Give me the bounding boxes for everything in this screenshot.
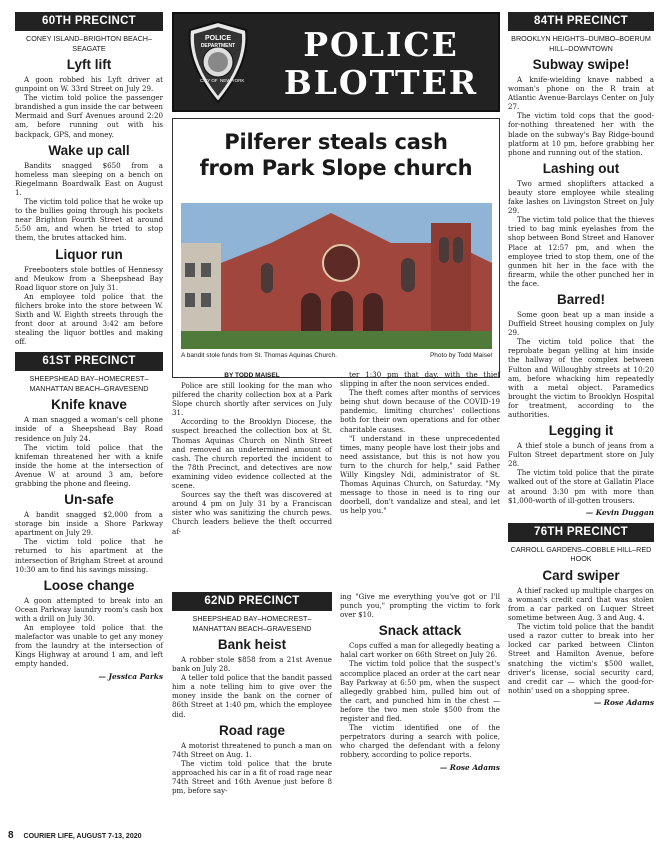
masthead-title-line1: POLICE [303, 25, 459, 64]
precinct-62-col-2 [340, 592, 500, 795]
neighborhood-61: SHEEPSHEAD BAY–HOMECREST–MANHATTAN BEACH–GRAVESEND [29, 374, 149, 393]
story-paragraph: The victim told police that the pirate walked out of the store at Gallatin Place at around 3:30 pm with more than $1,000-worth of ill-gotten trousers. [508, 468, 654, 505]
story-paragraph: A teller told police that the bandit passed him a note telling him to give over the money inside the bank on the corner of 86th Street at 1:40 pm, which the employee did. [172, 673, 332, 719]
precinct-60-stories [15, 57, 163, 346]
signature-adams-62: — Rose Adams [439, 762, 500, 772]
story-paragraph: The victim told police that the thieves tried to bag mink eyelashes from the shop between Bond Street and Hanover Place at 12:57 pm, and when the employee tried to stop them, one of the gunmen hit her in the face with the firearm, while the other punched her in the face. [508, 215, 654, 288]
masthead [172, 12, 500, 112]
story-headline: Barred! [556, 291, 605, 307]
story-paragraph: "I understand in these unprecedented times, many people have lost their jobs and need assistance, but this is not how you turn to the church for help," said Father Willy Kingsley Ndi, administrator of St. Thomas Aquinas Church, on Saturday. "My message to those in need is to ring our doorbell, don't vandalize and steal, and let us help you." [340, 433, 500, 516]
signature-parks: — Jessica Parks [98, 671, 163, 681]
neighborhood-76: CARROLL GARDENS–COBBLE HILL–RED HOOK [510, 544, 652, 564]
story-headline: Card swiper [542, 567, 620, 583]
masthead-title-line2: BLOTTER [283, 63, 479, 102]
story-paragraph: Two armed shoplifters attacked a beauty store employee while stealing fake lashes on Livingston Street on July 29. [508, 178, 654, 216]
story-paragraph: The victim told police that the brute approached his car in a fit of road rage near 74th Street and 16th Avenue just before 8 pm, before say- [172, 758, 332, 796]
page-footer [8, 830, 142, 841]
story-paragraph: A goon robbed his Lyft driver at gunpoint on W. 33rd Street on July 29. [15, 75, 163, 94]
feature-headline [173, 129, 499, 181]
story-paragraph: A robber stole $858 from a 21st Avenue bank on July 28. [172, 655, 332, 674]
story-paragraph: According to the Brooklyn Diocese, the suspect breached the collection box at St. Thomas Aquinas Church on Ninth Street and removed an undetermined amount of cash. The church reported the incident to the 78th Precinct, and detectives are now examining video evidence collected at the scene. [172, 417, 332, 491]
neighborhood-84: BROOKLYN HEIGHTS–DUMBO–BOERUM HILL–DOWNTOWN [511, 34, 651, 53]
precinct-bar-60: 60TH PRECINCT [15, 12, 163, 31]
story-paragraph: A knife-wielding knave nabbed a woman's phone on the R train at Atlantic Avenue-Barclays Center on July 27. [508, 75, 654, 112]
feature-box [172, 118, 500, 378]
story-paragraph: The victim told police that the suspect's accomplice placed an order at the cart near Bay Parkway at 6:50 pm, when the suspect allegedly grabbed him, pulled him out of the cart, and punched him in the chest — before the two men stole $500 from the register and fled. [340, 659, 500, 724]
story-paragraph: The victim identified one of the perpetrators during a search with police, who charged the defendant with a felony robbery, according to police reports. [340, 723, 500, 760]
story-paragraph: An employee told police that the filchers broke into the store between W. Sixth and W. Eighth streets through the front door at around 3:42 am before stealing the liquor bottles and making off. [15, 291, 163, 347]
story-headline: Bank heist [217, 637, 287, 652]
story-paragraph: A man snagged a woman's cell phone inside of a Sheepshead Bay Road residence on July 24. [15, 415, 163, 443]
byline: BY TODD MAISEL [224, 372, 280, 379]
page-number: 8 [8, 830, 14, 841]
precinct-62-col-1 [172, 592, 332, 795]
story-paragraph: A thief stole a bunch of jeans from a Fulton Street department store on July 28. [508, 441, 654, 469]
story-paragraph: The victim told cops that the good-for-nothing threatened her with the blade on the subway's Bay Ridge-bound platform at 10 pm, before grabbing her phone and running out of the station. [508, 111, 654, 157]
feature-col-1 [172, 370, 332, 536]
story-paragraph: The victim told police the passenger brandished a gun inside the car between Mermaid and Surf Avenues around 2:20 am, before running out with his backpack, GPS, and money. [15, 93, 163, 139]
story-continuation: ing "Give me everything you've got or I'll punch you," prompting the victim to fork over $10. [340, 592, 500, 620]
church-photo [181, 203, 492, 349]
badge-text-right: NEW YORK [220, 78, 245, 83]
precinct-bar-84: 84TH PRECINCT [508, 12, 654, 31]
story-paragraph: Bandits snagged $650 from a homeless man sleeping on a bench on Riegelmann Boardwalk East on August 1. [15, 160, 163, 197]
story-paragraph: ter 1:30 pm that day, with the thief slipping in after the noon services ended. [340, 370, 500, 389]
story-paragraph: Some goon beat up a man inside a Duffield Street housing complex on July 29. [508, 309, 654, 338]
story-headline: Lyft lift [66, 57, 112, 72]
right-column [508, 12, 654, 707]
story-headline: Subway swipe! [532, 57, 630, 72]
badge-text-top: POLICE [204, 35, 232, 42]
precinct-bar-62: 62ND PRECINCT [172, 592, 332, 611]
story-paragraph: A bandit snagged $2,000 from a storage bin inside a Shore Parkway apartment on July 29. [15, 510, 163, 538]
story-paragraph: Sources say the theft was discovered at around 4 pm on July 31 by a Franciscan sister who was sanitizing the church pews. Church leaders believe the theft occurred af- [172, 490, 332, 536]
precinct-61-stories [15, 397, 163, 668]
left-column [15, 12, 163, 681]
story-headline: Wake up call [48, 142, 130, 158]
neighborhood-62: SHEEPSHEAD BAY–HOMECREST–MANHATTAN BEACH–GRAVESEND [192, 614, 312, 633]
photo-caption: A bandit stole funds from St. Thomas Aquinas Church. [181, 352, 337, 359]
feature-headline-line2: from Park Slope church [199, 156, 473, 180]
feature-headline-line1: Pilferer steals cash [224, 130, 448, 154]
story-headline: Road rage [218, 722, 286, 738]
feature-story [172, 370, 500, 536]
neighborhood-60: CONEY ISLAND–BRIGHTON BEACH–SEAGATE [26, 34, 152, 53]
story-headline: Legging it [548, 423, 614, 439]
badge-text-mid: DEPARTMENT [200, 43, 236, 49]
story-paragraph: An employee told police that the malefactor was unable to get any money from the laundry at the intersection of Kings Highway at around 1 am, and left empty handed. [15, 623, 163, 669]
story-headline: Loose change [43, 577, 135, 593]
caption-row [181, 352, 492, 359]
precinct-76-stories [508, 568, 654, 695]
story-headline: Liquor run [55, 246, 123, 262]
precinct-62-section [172, 592, 500, 795]
feature-col-2 [340, 370, 500, 536]
publication-line: COURIER LIFE, AUGUST 7-13, 2020 [23, 833, 142, 840]
story-paragraph: Cops cuffed a man for allegedly beating a halal cart worker on 66th Street on July 26. [340, 641, 500, 660]
story-paragraph: A motorist threatened to punch a man on 74th Street on Aug. 1. [172, 740, 332, 759]
story-paragraph: The victim told police that the knifeman threatened her with a knife inside the home at the intersection of Avenue W at around 3 am, before grabbing the phone and fleeing. [15, 442, 163, 488]
precinct-bar-61: 61ST PRECINCT [15, 352, 163, 371]
story-paragraph: A goon attempted to break into an Ocean Parkway laundry room's cash box with a drill on July 30. [15, 595, 163, 623]
signature-adams-76: — Rose Adams [593, 697, 654, 707]
story-headline: Snack attack [378, 623, 462, 639]
story-paragraph: Police are still looking for the man who pilfered the charity collection box at a Park Slope church shortly after services on July 31. [172, 381, 332, 418]
story-paragraph: The victim told police that the reprobate began yelling at him inside the hallway of the complex between Fulton and Willoughby streets at 10:20 am, before whacking him repeatedly with a metal object. Paramedics brought the victim to Brooklyn Hospital for treatment, according to the authorities. [508, 337, 654, 419]
story-paragraph: The theft comes after months of services being shut down because of the COVID-19 pandemic, limiting churches' collections both for their own operations and for other charitable causes. [340, 388, 500, 434]
masthead-title [266, 26, 496, 102]
signature-duggan: — Kevin Duggan [585, 507, 654, 517]
precinct-bar-76: 76TH PRECINCT [508, 523, 654, 542]
story-paragraph: Freebooters stole bottles of Hennessy and Meukow from a Sheepshead Bay Road liquor store on July 31. [15, 264, 163, 292]
story-paragraph: The victim told police that the bandit used a razor cutter to break into her locked car parked between Clinton Street and Hamilton Avenue, before snatching the victim's $500 wallet, driver's license, social security card, and credit car — which the good-for-nothin' used on a shopping spree. [508, 622, 654, 695]
nypd-badge-icon [184, 20, 252, 104]
story-headline: Lashing out [542, 160, 620, 176]
precinct-84-stories [508, 57, 654, 505]
story-headline: Knife knave [51, 397, 127, 413]
photo-credit: Photo by Todd Maisel [429, 352, 492, 359]
story-headline: Un-safe [64, 492, 114, 508]
badge-text-left: CITY OF [200, 78, 218, 83]
story-paragraph: The victim told police that he woke up to the bullies going through his pockets near Brighton Fourth Street at around 5:50 am, and when he tried to stop them, the brutes attacked him. [15, 197, 163, 243]
story-paragraph: A thief racked up multiple charges on a woman's credit card that was stolen from a car parked on Luquer Street sometime between Aug. 3 and Aug. 4. [508, 585, 654, 623]
story-paragraph: The victim told police that he returned to his apartment at the intersection of Brigham Street at around 10:30 am to find his savings missing. [15, 537, 163, 574]
